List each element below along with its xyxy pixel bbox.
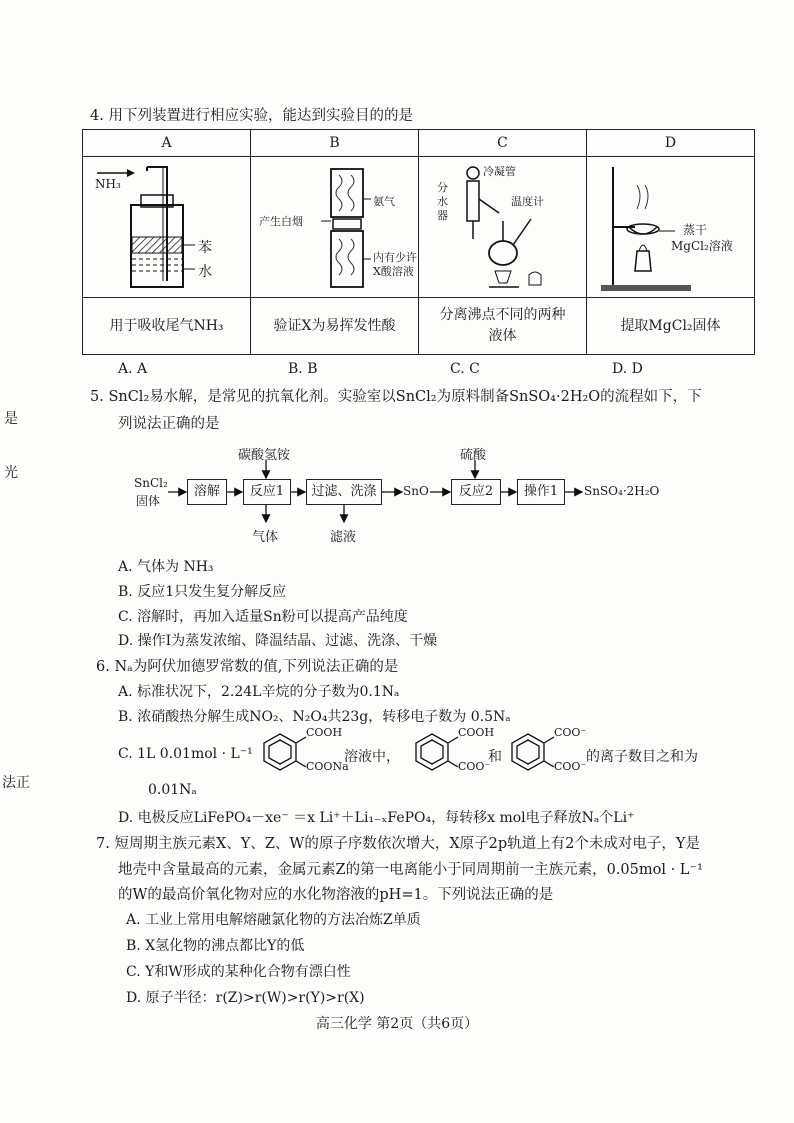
q4-stem: 4. 用下列装置进行相应实验，能达到实验目的的是	[90, 108, 413, 124]
margin-mark-1: 是	[4, 411, 18, 427]
struct-2-top: COOH	[458, 726, 495, 739]
q4-answer-c: C. C	[450, 361, 480, 377]
label-funnel-2: 水	[437, 195, 448, 208]
q5-option-a: A. 气体为 NH₃	[118, 559, 214, 575]
q4-purpose-b: 验证X为易挥发性酸	[251, 298, 419, 355]
q4-purpose-c: 分离沸点不同的两种液体	[419, 298, 587, 355]
q5-option-b: B. 反应1只发生复分解反应	[118, 584, 287, 600]
flow-box-operation-1: 操作1	[517, 479, 565, 505]
label-water: 水	[198, 264, 212, 280]
flow-product: SnSO₄·2H₂O	[584, 484, 660, 498]
struct-2-bottom: COO⁻	[458, 760, 491, 773]
struct-3-top: COO⁻	[554, 726, 587, 739]
flow-box-dissolve: 溶解	[187, 479, 227, 505]
q4-header-a: A	[83, 130, 251, 157]
flow-start-1: SnCl₂	[134, 476, 168, 490]
q7-stem-line1: 7. 短周期主族元素X、Y、Z、W的原子序数依次增大，X原子2p轨道上有2个未成对电子，Y是	[96, 836, 700, 852]
q7-option-a: A. 工业上常用电解熔融氯化物的方法冶炼Z单质	[126, 912, 421, 928]
label-white-smoke: 产生白烟	[259, 215, 303, 228]
label-mgcl2-solution: MgCl₂溶液	[671, 239, 733, 253]
q6-option-c-end: 0.01Nₐ	[148, 782, 197, 798]
flow-box-filter-wash: 过滤、洗涤	[306, 479, 382, 505]
struct-1-bottom: COONa	[306, 760, 349, 773]
flow-sno: SnO	[403, 484, 429, 498]
label-funnel-1: 分	[437, 181, 448, 194]
q4-answer-d: D. D	[612, 361, 643, 377]
q6-option-b: B. 浓硝酸热分解生成NO₂、N₂O₄共23g，转移电子数为 0.5Nₐ	[118, 709, 511, 725]
q5-stem-line2: 列说法正确的是	[118, 416, 220, 432]
q4-answer-a: A. A	[118, 361, 148, 377]
q7-stem-line3: 的W的最高价氧化物对应的水化物溶液的pH=1。下列说法正确的是	[118, 887, 554, 903]
q7-option-c: C. Y和W形成的某种化合物有漂白性	[126, 964, 351, 980]
q4-header-b: B	[251, 130, 419, 157]
label-condenser: 冷凝管	[483, 165, 516, 178]
q6-option-c-suffix: 的离子数目之和为	[586, 749, 698, 765]
q4-answer-b: B. B	[288, 361, 318, 377]
label-funnel-3: 器	[437, 209, 448, 222]
page-footer: 高三化学 第2页（共6页）	[315, 1016, 479, 1032]
label-ammonia: 氨气	[373, 195, 395, 208]
q5-option-d: D. 操作Ⅰ为蒸发浓缩、降温结晶、过滤、洗涤、干燥	[118, 633, 438, 649]
q5-stem-line1: 5. SnCl₂易水解，是常见的抗氧化剂。实验室以SnCl₂为原料制备SnSO₄·2H₂O的流程如下，下	[90, 389, 702, 405]
struct-3-bottom: COO⁻	[554, 760, 587, 773]
flow-gas: 气体	[252, 530, 279, 545]
flowchart-arrows	[0, 446, 794, 536]
q4-purpose-a: 用于吸收尾气NH₃	[83, 298, 251, 355]
q6-option-c-mid: 溶液中，	[344, 749, 400, 765]
flow-box-reaction-2: 反应2	[451, 479, 501, 505]
q7-option-d: D. 原子半径：r(Z)>r(W)>r(Y)>r(X)	[126, 990, 365, 1006]
flow-filtrate: 滤液	[330, 530, 357, 545]
label-benzene: 苯	[198, 240, 212, 256]
flow-start-2: 固体	[136, 494, 161, 508]
margin-mark-2: 光	[4, 465, 18, 481]
q6-option-c-prefix: C. 1L 0.01mol · L⁻¹	[118, 746, 253, 762]
q4-experiment-table	[82, 129, 755, 355]
q4-purpose-d: 提取MgCl₂固体	[587, 298, 755, 355]
q4-apparatus-a	[83, 157, 251, 298]
q4-apparatus-b	[251, 157, 419, 298]
q7-option-b: B. X氢化物的沸点都比Y的低	[126, 938, 305, 954]
flow-box-reaction-1: 反应1	[243, 479, 291, 505]
q6-option-a: A. 标准状况下，2.24L辛烷的分子数为0.1Nₐ	[118, 684, 400, 700]
q7-stem-line2: 地壳中含量最高的元素，金属元素Z的第一电离能小于同周期前一主族元素，0.05mol · L⁻¹	[118, 862, 703, 878]
label-thermometer: 温度计	[511, 195, 544, 208]
margin-mark-3: 法正	[2, 775, 30, 791]
q4-apparatus-c	[419, 157, 587, 298]
q4-header-d: D	[587, 130, 755, 157]
label-acid-2: X酸溶液	[373, 265, 414, 278]
label-nh3: NH₃	[95, 177, 121, 191]
label-evaporate: 蒸干	[683, 223, 708, 237]
q6-option-c-and: 和	[488, 749, 502, 765]
q5-option-c: C. 溶解时，再加入适量Sn粉可以提高产品纯度	[118, 609, 408, 625]
flow-reagent-1: 碳酸氢铵	[238, 448, 291, 463]
q4-header-c: C	[419, 130, 587, 157]
q4-apparatus-d	[587, 157, 755, 298]
q6-stem: 6. Nₐ为阿伏加德罗常数的值,下列说法正确的是	[96, 659, 399, 675]
flow-reagent-2: 硫酸	[460, 448, 487, 463]
label-acid-1: 内有少许	[373, 251, 417, 264]
struct-1-top: COOH	[306, 726, 343, 739]
q6-option-d: D. 电极反应LiFePO₄－xe⁻ ＝x Li⁺＋Li₁₋ₓFePO₄，每转移x mol电子释放Nₐ个Li⁺	[118, 810, 635, 826]
